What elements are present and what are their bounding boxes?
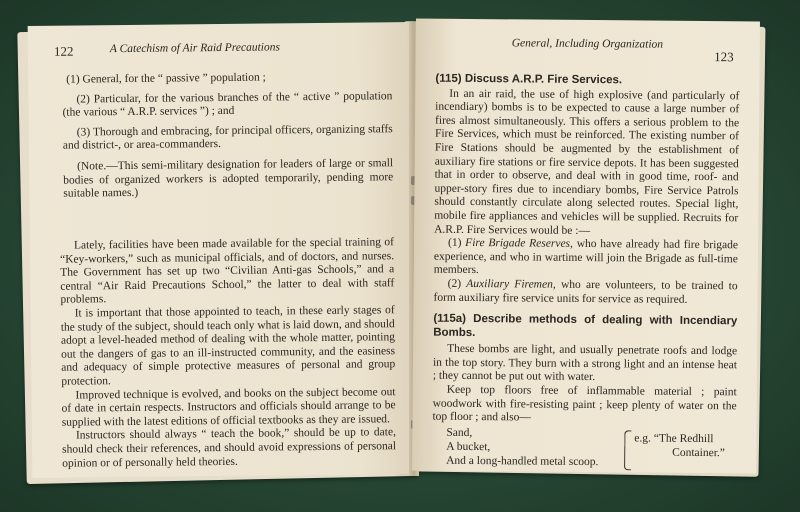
running-head: General, Including Organization bbox=[511, 37, 664, 51]
running-head: A Catechism of Air Raid Precautions bbox=[109, 41, 280, 56]
question-heading: (115) Discuss A.R.P. Fire Services. bbox=[435, 72, 623, 87]
paragraph: Lately, facilities have been made available for the special training of “Key-workers,” such as municipal officials, and of doctors, and nurses. The Government has set up two “Civilian Anti-gas Schools,” and a central “Air Raid Precautions School,” the latter to deal with staff problems. bbox=[60, 236, 395, 307]
list-item: (3) Thorough and embracing, for principal officers, organizing staffs and district-, or area-commanders. bbox=[62, 122, 393, 153]
list-item: And a long-handled metal scoop. bbox=[446, 454, 599, 468]
equipment-list bbox=[432, 427, 736, 474]
question-heading: (115a) Describe methods of dealing with Incendiary Bombs. bbox=[433, 312, 738, 339]
right-page-body bbox=[432, 73, 739, 473]
right-page bbox=[412, 19, 760, 474]
paragraph: Instructors should always “ teach the book,” should be up to date, should check their references, and should avoid expressions of personal opinion or of personally held theories. bbox=[62, 426, 397, 470]
list-item-text: who are volunteers, to be trained to form auxiliary fire service units for service as required. bbox=[433, 278, 738, 306]
brace bbox=[624, 430, 631, 470]
list-item: Sand, bbox=[446, 426, 473, 439]
list-item-text: who have already had fire brigade experience, and who in wartime will join the Brigade as full-time members. bbox=[433, 238, 739, 277]
example-text: e.g. “The Redhill bbox=[634, 432, 714, 445]
left-page-body-lower bbox=[60, 236, 396, 471]
fire-brigade-reserves-label: Fire Brigade Reserves, bbox=[465, 237, 573, 251]
list-item: (2) Auxiliary Firemen, who are volunteers, to be trained to form auxiliary fire service units for service as required. bbox=[433, 277, 738, 306]
left-page bbox=[28, 22, 419, 478]
paragraph: Keep top floors free of inflammable material ; paint woodwork with fire-resisting paint ; keep plenty of water on the top floor ; and also— bbox=[432, 383, 737, 424]
left-page-header bbox=[54, 40, 390, 60]
list-item: (1) General, for the “ passive ” population ; bbox=[66, 71, 266, 86]
example-text: Container.” bbox=[672, 446, 725, 460]
paragraph: These bombs are light, and usually penetrate roofs and lodge in the top story. They burn with a strong light and an intense heat ; they cannot be put out with water. bbox=[432, 343, 738, 384]
list-item: (1) Fire Brigade Reserves, who have already had fire brigade experience, and who in wartime will join the Brigade as full-time members. bbox=[433, 236, 739, 277]
note-paragraph: (Note.—This semi-military designation for leaders of large or small bodies of organized workers is adopted temporarily, pending more suitable names.) bbox=[63, 157, 394, 200]
right-page-header bbox=[511, 37, 742, 65]
page-number: 123 bbox=[714, 49, 734, 65]
paragraph: It is important that those appointed to teach, in these early stages of the study of the subject, should teach only what is laid down, and should adopt a level-headed method of dealing with the whole matter, pointing out the dangers of gas to an ill-instructed community, and the easiness and adequacy of simple protective measures of personal and group protection. bbox=[60, 304, 396, 388]
list-item: A bucket, bbox=[446, 440, 491, 454]
paragraph: In an air raid, the use of high explosive (and particularly of incendiary) bombs is to be expected to cause a large number of fires almost simultaneously. This offers a serious problem to the Fire Services, which must be reinforced. The existing number of Fire Stations should be augmented by the establishment of auxiliary fire stations or fire service depots. It has been suggested that in order to observe, and deal with in good time, roof- and upper-story fires due to incendiary bombs, Fire Service Patrols should constantly circulate along selected routes. Special light, mobile fire appliances and vehicles will be supplied. Recruits for A.R.P. Fire Services would be :— bbox=[434, 87, 740, 237]
auxiliary-firemen-label: Auxiliary Firemen, bbox=[466, 277, 556, 291]
paragraph: Improved technique is evolved, and books on the subject become out of date in certain respects. Instructors and officials should arrange to be supplied with the latest editions of official textbooks as they are issued. bbox=[61, 385, 396, 429]
page-number: 122 bbox=[53, 43, 74, 59]
list-item: (2) Particular, for the various branches of the “ active ” population (the various “ A.R.P. services ”) ; and bbox=[62, 89, 393, 119]
left-page-body bbox=[62, 70, 393, 201]
